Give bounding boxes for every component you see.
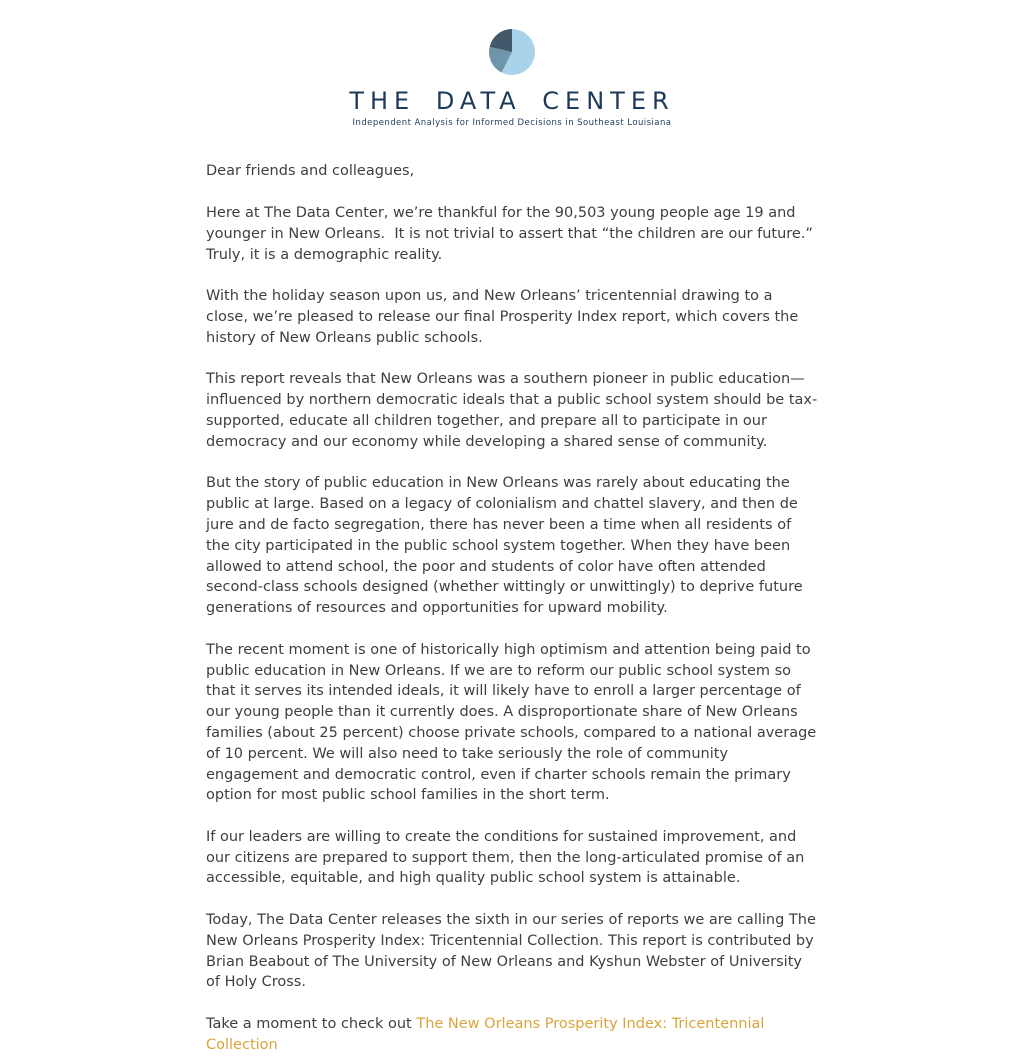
data-center-logo: [0, 0, 1024, 128]
paragraph-story-of-education: But the story of public education in New Orleans was rarely about educating the public at large. Based on a legacy of colonialism and chattel slavery, and then de jure and de facto segregation, there has never been a time when all residents of the city participated in the public school system together. When they have been allowed to attend school, the poor and students of color have often attended second-class schools designed (whether wittingly or unwittingly) to deprive future generations of resources and opportunities for upward mobility.: [206, 475, 808, 617]
paragraph-report-reveals: This report reveals that New Orleans was a southern pioneer in public education—influenced by northern democratic ideals that a public school system should be tax-supported, educate all children together, and prepare all to participate in our democracy and our economy while developing a shared sense of community.: [206, 371, 818, 450]
report-link[interactable]: The New Orleans Prosperity Index: Tricentennial Collection: [206, 1016, 770, 1053]
paragraph-holiday-season: With the holiday season upon us, and New Orleans’ tricentennial drawing to a close, we’re pleased to release our final Prosperity Index report, which covers the history of New Orleans public schools.: [206, 288, 803, 346]
logo-tagline: Independent Analysis for Informed Decisions in Southeast Louisiana: [352, 118, 672, 129]
paragraph-leaders-willing: If our leaders are willing to create the conditions for sustained improvement, and our citizens are prepared to support them, then the long-articulated promise of an accessible, equitable, and high quality public school system is attainable.: [206, 828, 809, 887]
paragraph-recent-moment: The recent moment is one of historically high optimism and attention being paid to public education in New Orleans. If we are to reform our public school system so that it serves its intended ideals, it will likely have to enroll a larger percentage of our young people than it currently does. A disproportionate share of New Orleans families (about 25 percent) choose private schools, compared to a national average of 10 percent. We will also need to take seriously the role of community engagement and democratic control, even if charter schools remain the primary option for most public school families in the short term.: [206, 641, 821, 804]
salutation: Dear friends and colleagues,: [206, 163, 415, 180]
closing-line-partial: [206, 1014, 818, 1056]
paragraph-thankful: Here at The Data Center, we’re thankful for the 90,503 young people age 19 and younger in New Orleans. It is not trivial to assert that “the children are our future.” Truly, it is a demographic reality.: [206, 204, 818, 263]
closing-line-text: Take a moment to check out: [206, 1016, 417, 1033]
pie-chart-logo-icon: [488, 28, 536, 76]
letter-body: [206, 161, 821, 1055]
logo-wordmark: THE DATA CENTER: [349, 87, 675, 115]
paragraph-today-release: Today, The Data Center releases the sixth in our series of reports we are calling The New Orleans Prosperity Index: Tricentennial Collection. This report is contributed by Brian Beabout of The University of New Orleans and Kyshun Webster of University of Holy Cross.: [206, 912, 821, 991]
